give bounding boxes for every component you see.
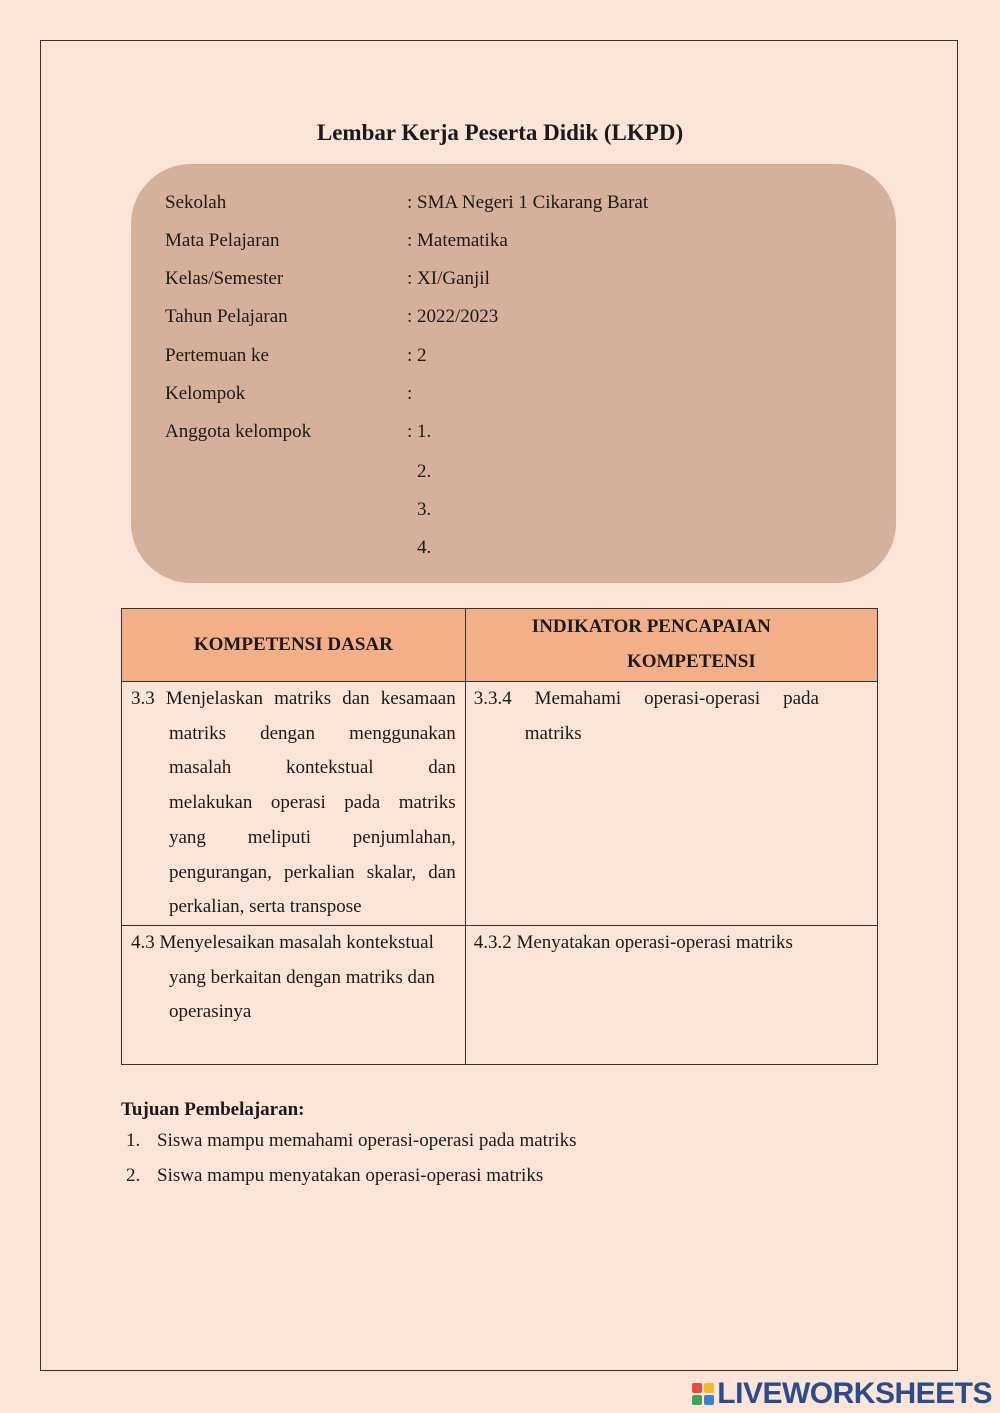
info-value: : XI/Ganjil [407, 268, 490, 289]
text-line: pengurangan, perkalian skalar, dan [169, 861, 456, 883]
objectives-heading: Tujuan Pembelajaran: [121, 1099, 305, 1120]
info-value: : SMA Negeri 1 Cikarang Barat [407, 192, 649, 213]
info-label: Mata Pelajaran [165, 230, 280, 251]
kd-cell [122, 926, 466, 1065]
kd-cell [122, 682, 466, 926]
info-value: : 1. [407, 421, 432, 442]
text-line: matriks [524, 722, 582, 744]
ipk-cell [465, 682, 877, 926]
logo-square [692, 1383, 702, 1393]
list-item [121, 1158, 576, 1193]
header-label: INDIKATOR PENCAPAIAN [531, 616, 771, 637]
logo-square [692, 1395, 702, 1405]
info-value: : 2022/2023 [407, 306, 499, 327]
header-label: KOMPETENSI DASAR [193, 634, 393, 655]
list-text: Siswa mampu memahami operasi-operasi pada matriks [157, 1130, 577, 1151]
text-line: matriks dengan menggunakan [169, 722, 456, 744]
text-line: operasinya [169, 1001, 252, 1023]
liveworksheets-watermark[interactable] [692, 1378, 992, 1410]
member-number: 4. [417, 537, 432, 558]
member-number: 3. [417, 499, 432, 520]
text-line: 4.3.2 Menyatakan operasi-operasi matriks [473, 932, 793, 953]
table-header-row [122, 609, 878, 682]
info-value: : [407, 383, 413, 404]
text-line: 4.3 Menyelesaikan masalah kontekstual [131, 932, 434, 953]
text-line: yang berkaitan dengan matriks dan [169, 966, 435, 988]
info-value: : 2 [407, 345, 427, 366]
text-line: 3.3.4 Memahami operasi-operasi pada [473, 688, 819, 709]
list-item [121, 1123, 576, 1158]
info-label: Sekolah [165, 192, 227, 213]
header-indikator [465, 609, 877, 682]
info-label: Anggota kelompok [165, 421, 312, 442]
text-line: perkalian, serta transpose [169, 896, 362, 918]
header-label: KOMPETENSI [626, 651, 756, 672]
page-title: Lembar Kerja Peserta Didik (LKPD) [316, 120, 684, 145]
list-number: 1. [126, 1130, 141, 1151]
logo-square [704, 1395, 714, 1405]
table-row [122, 682, 878, 926]
text-line: melakukan operasi pada matriks [169, 792, 456, 814]
logo-square [704, 1383, 714, 1393]
member-number: 2. [417, 461, 432, 482]
ipk-cell [465, 926, 877, 1065]
text-line: yang meliputi penjumlahan, [169, 826, 456, 848]
liveworksheets-logo-icon [692, 1383, 714, 1405]
identity-box [131, 164, 896, 583]
text-line: 3.3 Menjelaskan matriks dan kesamaan [131, 688, 456, 709]
header-kompetensi-dasar [122, 609, 466, 682]
list-number: 2. [126, 1165, 141, 1186]
watermark-text: LIVEWORKSHEETS [717, 1377, 992, 1410]
info-label: Kelas/Semester [165, 268, 284, 289]
info-label: Pertemuan ke [165, 345, 269, 366]
text-line: masalah kontekstual dan [169, 757, 456, 779]
learning-objectives [121, 1097, 576, 1193]
info-value: : Matematika [407, 230, 508, 251]
table-row [122, 926, 878, 1065]
list-text: Siswa mampu menyatakan operasi-operasi matriks [157, 1165, 544, 1186]
competency-table [121, 608, 878, 1065]
info-label: Kelompok [165, 383, 246, 404]
info-label: Tahun Pelajaran [165, 306, 288, 327]
